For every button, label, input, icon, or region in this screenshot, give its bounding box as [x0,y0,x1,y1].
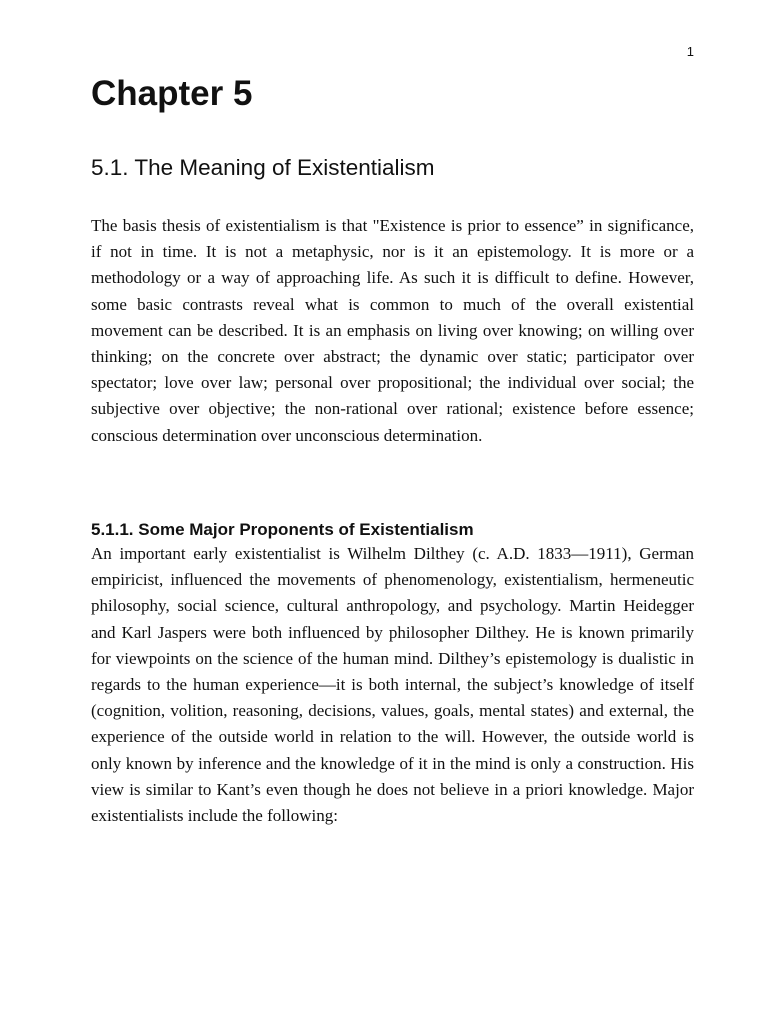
subsection-paragraph: An important early existentialist is Wilhelm Dilthey (c. A.D. 1833—1911), German empiricist, influenced the movements of phenomenology, existentialism, hermeneutic philosophy, social science, cultural anthropology, and psychology. Martin Heidegger and Karl Jaspers were both influenced by philosopher Dilthey. He is known primarily for viewpoints on the science of the human mind. Dilthey’s epistemology is dualistic in regards to the human experience—it is both internal, the subject’s knowledge of itself (cognition, volition, reasoning, decisions, values, goals, mental states) and external, the experience of the outside world in relation to the will. However, the outside world is only known by inference and the knowledge of it in the mind is only a construction. His view is similar to Kant’s even though he does not believe in a priori knowledge. Major existentialists include the following: [91,544,694,826]
subsection-title: 5.1.1. Some Major Proponents of Existentialism [91,520,474,539]
section-title: 5.1. The Meaning of Existentialism [91,155,435,180]
section-paragraph: The basis thesis of existentialism is that "Existence is prior to essence” in significance, if not in time. It is not a metaphysic, nor is it an epistemology. It is more or a methodology or a way of approaching life. As such it is difficult to define. However, some basic contrasts reveal what is common to much of the overall existential movement can be described. It is an emphasis on living over knowing; on willing over thinking; on the concrete over abstract; the dynamic over static; participator over spectator; love over law; personal over propositional; the individual over social; the subjective over objective; the non-rational over rational; existence before essence; conscious determination over unconscious determination. [91,216,694,445]
page-number: 1 [686,44,694,59]
chapter-title: Chapter 5 [91,74,253,113]
